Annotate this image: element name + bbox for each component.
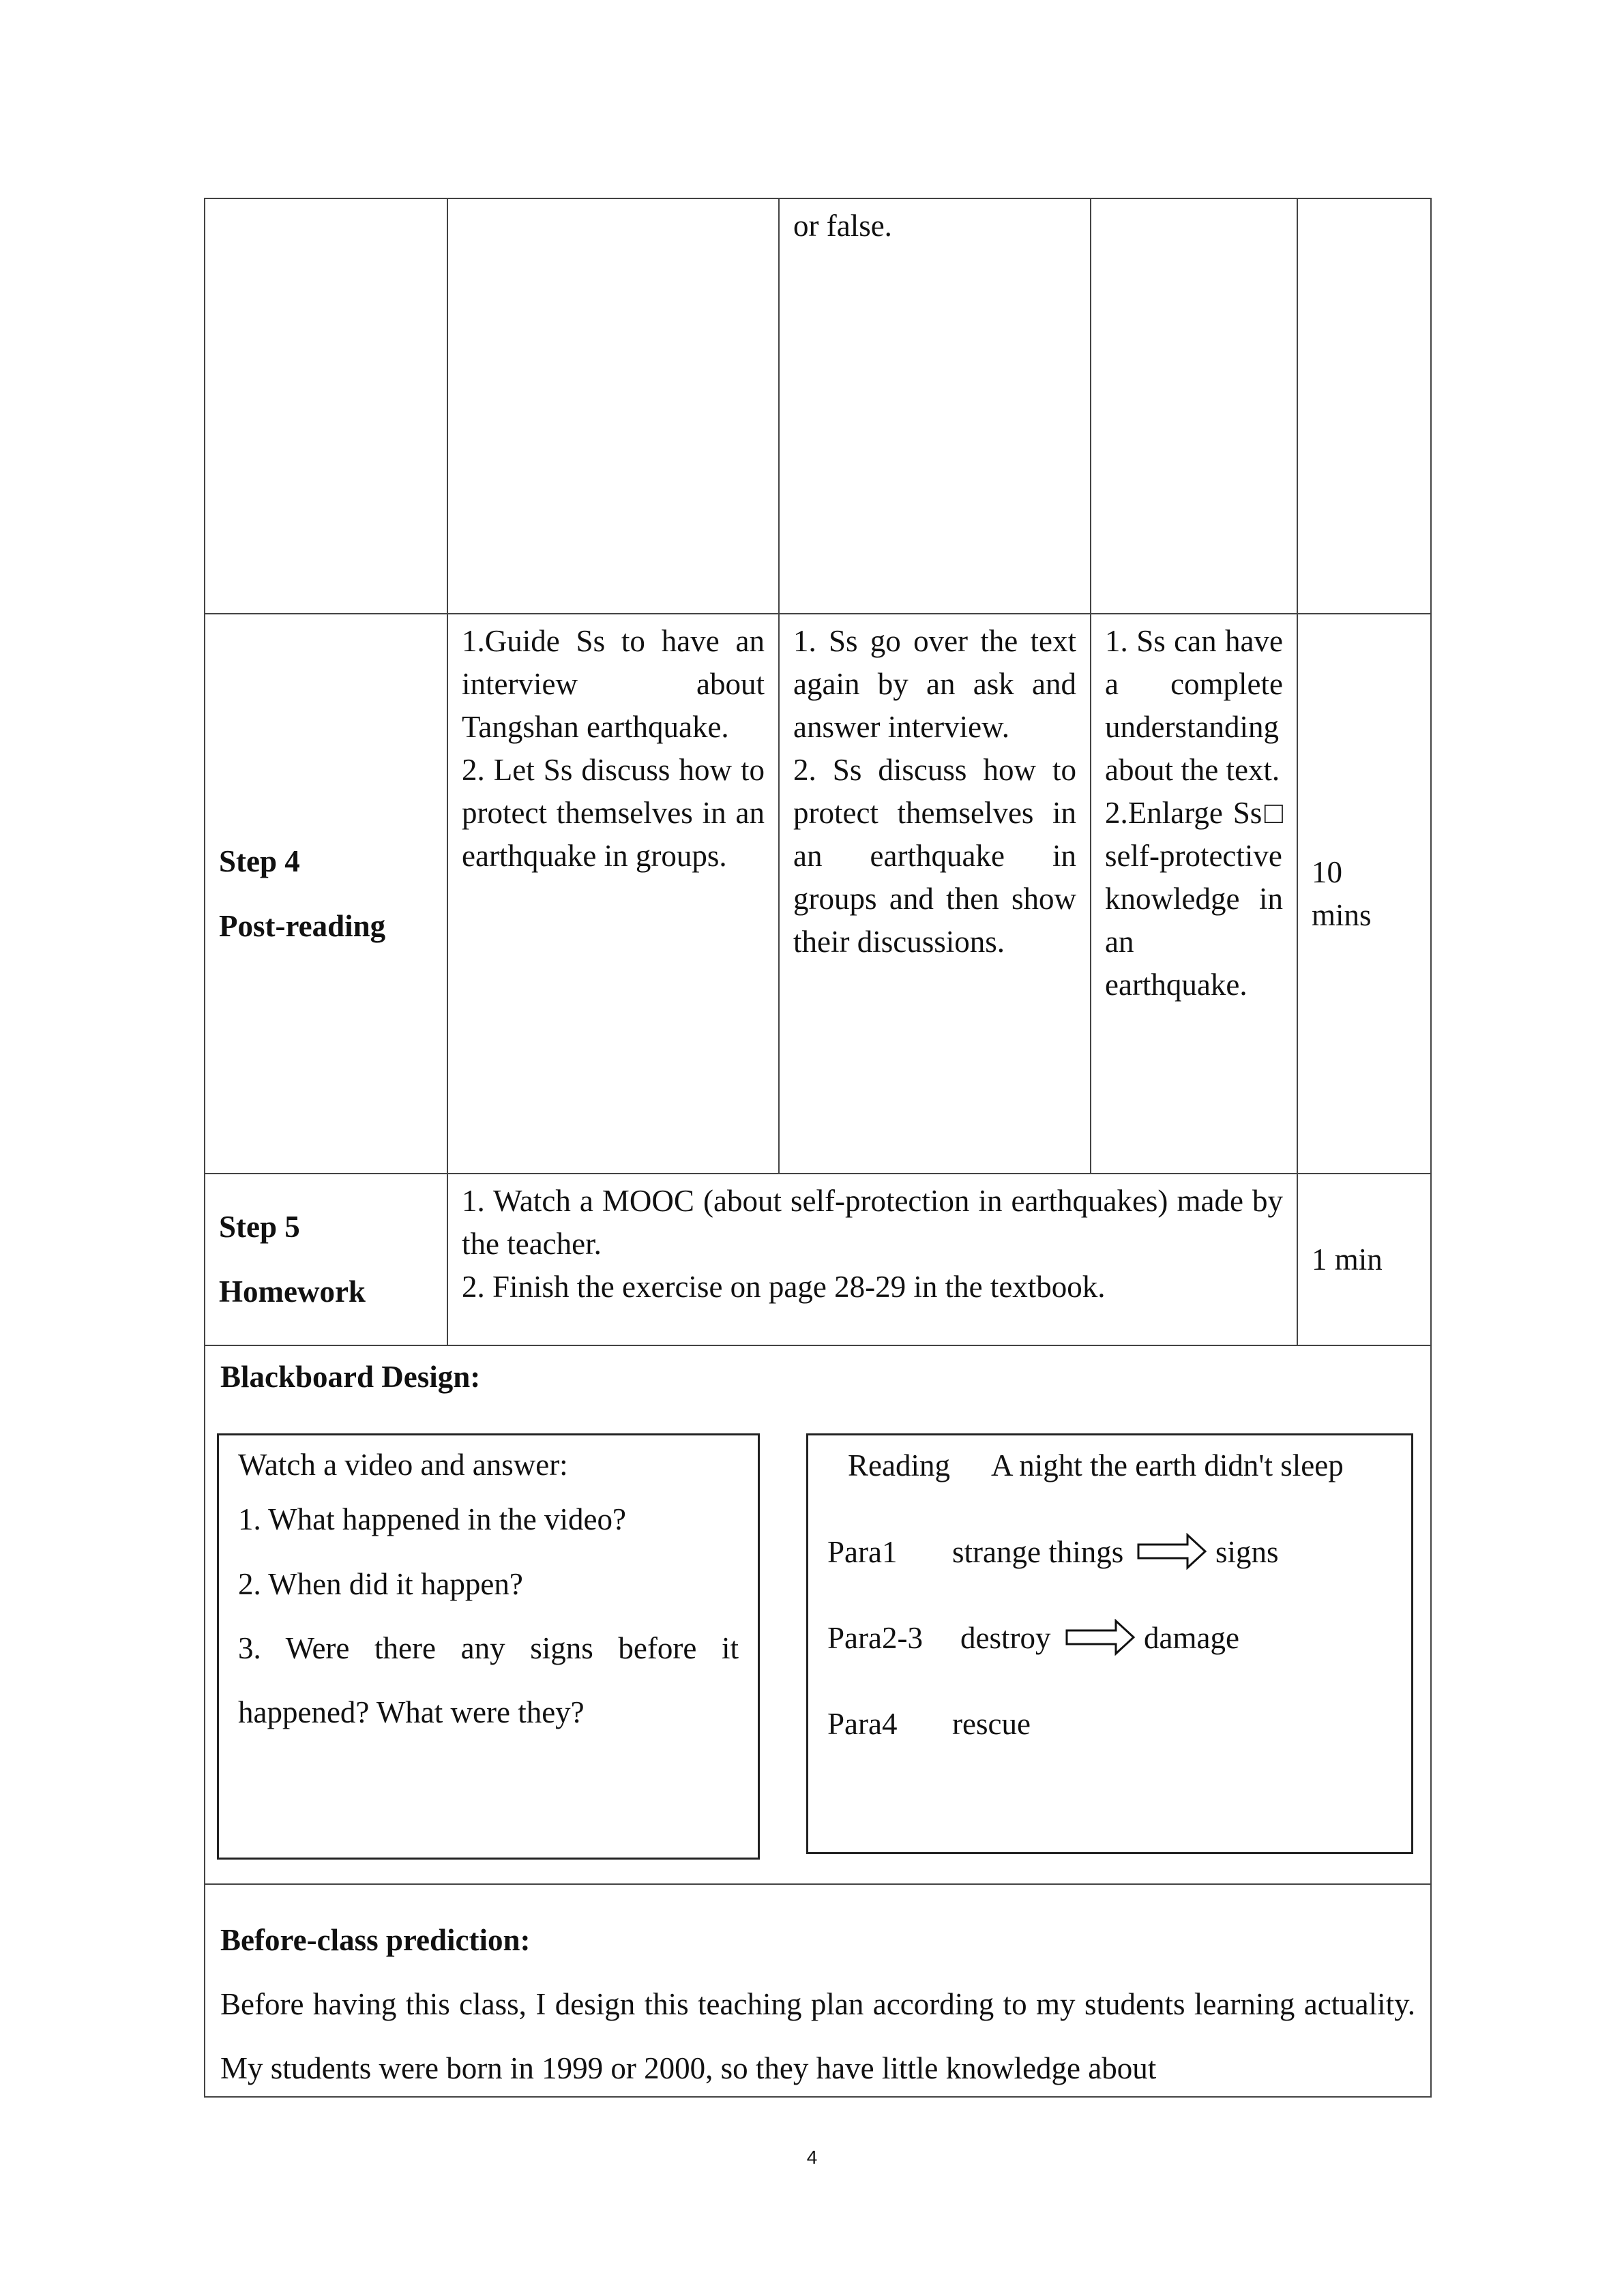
step4-row xyxy=(205,614,1431,1174)
video-heading: Watch a video and answer: xyxy=(238,1448,568,1482)
video-question-1: 1. What happened in the video? xyxy=(238,1502,626,1536)
para-label-2: Para2-3 xyxy=(827,1621,923,1655)
step4-label: Step 4 xyxy=(219,844,300,878)
teacher-activity-cell-empty xyxy=(447,198,779,614)
video-question-3-cont: happened? What were they? xyxy=(238,1695,585,1729)
para-label-3: Para4 xyxy=(827,1707,898,1741)
arrow-right-icon xyxy=(1137,1533,1208,1570)
video-question-3: 3. Were there any signs before it xyxy=(238,1631,739,1665)
step4-time-cell xyxy=(1297,614,1431,1174)
para-right-2: damage xyxy=(1144,1621,1239,1655)
prediction-text: Before having this class, I design this teaching plan according to my students learning actuality. My students were born in 1999 or 2000, so they have little knowledge about xyxy=(220,1987,1415,2085)
prediction-title: Before-class prediction: xyxy=(220,1923,531,1957)
step5-row xyxy=(205,1174,1431,1345)
para-left-1: strange things xyxy=(952,1535,1124,1569)
blackboard-cell xyxy=(205,1345,1431,1884)
step5-content-cell xyxy=(447,1174,1297,1345)
step4-teacher-cell xyxy=(447,614,779,1174)
prediction-row xyxy=(205,1884,1431,2097)
blackboard-right-box xyxy=(806,1433,1413,1854)
step5-item-1: 1. Watch a MOOC (about self-protection in earthquakes) made by the teacher. xyxy=(462,1184,1283,1261)
lesson-plan-table xyxy=(204,198,1432,2098)
para-left-3: rescue xyxy=(952,1707,1031,1741)
reading-title: A night the earth didn't sleep xyxy=(991,1448,1344,1482)
student-activity-cell xyxy=(779,198,1091,614)
video-question-2: 2. When did it happen? xyxy=(238,1567,523,1601)
step5-item-2: 2. Finish the exercise on page 28-29 in the textbook. xyxy=(462,1270,1106,1304)
para-right-1: signs xyxy=(1215,1535,1279,1569)
blackboard-left-box xyxy=(217,1433,760,1860)
page-number: 4 xyxy=(806,2147,818,2168)
step4-purpose-cell xyxy=(1091,614,1297,1174)
step4-student-item-2: 2. Ss discuss how to protect themselves in an earthquake in groups and then show their discussions. xyxy=(793,753,1076,959)
student-activity-continued: or false. xyxy=(793,209,892,243)
blackboard-title: Blackboard Design: xyxy=(220,1360,481,1394)
continuation-row xyxy=(205,198,1431,614)
step-cell-empty xyxy=(205,198,447,614)
step4-student-item-1: 1. Ss go over the text again by an ask and answer interview. xyxy=(793,624,1076,744)
step4-teacher-item-1: 1.Guide Ss to have an interview about Tangshan earthquake. xyxy=(462,624,765,744)
step5-stage: Homework xyxy=(219,1274,366,1309)
time-cell-empty xyxy=(1297,198,1431,614)
para-left-2: destroy xyxy=(960,1621,1051,1655)
purpose-cell-empty xyxy=(1091,198,1297,614)
step4-purpose-item-1: 1. Ss can have a complete understanding about the text. xyxy=(1105,624,1283,787)
step4-time-value: 10 xyxy=(1312,854,1342,889)
step4-stage: Post-reading xyxy=(219,908,386,943)
step4-label-cell xyxy=(205,614,447,1174)
step5-label-cell xyxy=(205,1174,447,1345)
para-label-1: Para1 xyxy=(827,1535,898,1569)
step4-purpose-item-2: 2.Enlarge Ss□ self-protective knowledge in an earthquake. xyxy=(1105,796,1283,1002)
blackboard-row xyxy=(205,1345,1431,1884)
step4-student-cell xyxy=(779,614,1091,1174)
step5-label: Step 5 xyxy=(219,1210,300,1244)
reading-label: Reading xyxy=(848,1448,950,1482)
step5-time: 1 min xyxy=(1312,1242,1383,1277)
step4-teacher-item-2: 2. Let Ss discuss how to protect themselves in an earthquake in groups. xyxy=(462,753,765,873)
prediction-cell xyxy=(205,1884,1431,2097)
step4-time-unit: mins xyxy=(1312,897,1372,932)
arrow-right-icon xyxy=(1065,1619,1136,1656)
step5-time-cell xyxy=(1297,1174,1431,1345)
